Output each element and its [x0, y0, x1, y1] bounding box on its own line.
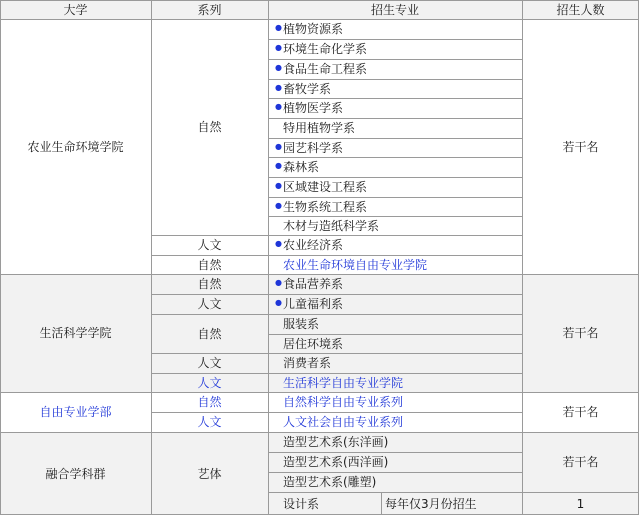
major-cell: ● 园艺科学系 — [275, 140, 343, 155]
grid-line — [268, 79, 522, 80]
grid-line — [268, 59, 522, 60]
major-cell: ● 植物资源系 — [275, 22, 343, 36]
dept-cell: 自然 — [197, 257, 222, 272]
grid-line — [0, 0, 639, 1]
major-cell: ● 食品营养系 — [275, 277, 343, 291]
grid-line — [0, 0, 1, 515]
header-count: 招生人数 — [556, 2, 605, 17]
bullet-icon: ● — [275, 43, 282, 52]
grid-line — [268, 197, 522, 198]
grid-line — [268, 472, 522, 473]
dept-cell: 自然 — [197, 120, 222, 134]
count-cell: 若干名 — [562, 405, 599, 419]
grid-line — [522, 0, 523, 515]
header-major: 招生专业 — [370, 2, 419, 17]
count-cell: 若干名 — [562, 139, 599, 154]
grid-line — [268, 452, 522, 453]
major-cell: ● 森林系 — [275, 160, 319, 174]
grid-line — [268, 177, 522, 178]
grid-line — [151, 255, 522, 256]
bullet-icon: ● — [275, 102, 282, 111]
grid-line — [151, 353, 522, 354]
major-cell: 消费者系 — [282, 356, 331, 370]
major-cell: 造型艺术系(西洋画) — [282, 455, 389, 469]
major-cell: 造型艺术系(雕塑) — [282, 475, 377, 489]
bullet-icon: ● — [275, 82, 282, 92]
major-cell: ● 区域建设工程系 — [275, 180, 367, 194]
grid-line — [151, 0, 152, 515]
major-cell: 生活科学自由专业学院 — [282, 375, 403, 390]
school-name: 农业生命环境学院 — [27, 139, 124, 154]
bullet-icon: ● — [275, 141, 282, 151]
major-cell: 农业生命环境自由专业学院 — [282, 257, 427, 272]
grid-line — [0, 432, 639, 433]
bullet-icon: ● — [275, 298, 282, 307]
bullet-icon: ● — [275, 23, 282, 32]
bullet-icon: ● — [275, 161, 282, 170]
header-university: 大学 — [63, 2, 88, 17]
header-dept: 系列 — [197, 2, 222, 17]
major-cell: ● 农业经济系 — [275, 238, 343, 252]
grid-line — [268, 0, 269, 515]
bullet-icon: ● — [275, 181, 282, 190]
dept-cell: 人文 — [197, 238, 222, 252]
major-cell: ● 畜牧学系 — [275, 81, 331, 96]
grid-line — [268, 138, 522, 139]
dept-cell: 艺体 — [197, 466, 222, 481]
dept-cell: 人文 — [197, 375, 222, 390]
bullet-icon: ● — [275, 239, 282, 248]
grid-line — [151, 314, 522, 315]
school-name: 融合学科群 — [45, 466, 106, 481]
grid-line — [268, 334, 522, 335]
grid-line — [268, 98, 522, 99]
note-cell: 每年仅3月份招生 — [385, 496, 477, 511]
school-name: 生活科学学院 — [39, 326, 112, 340]
major-cell: 人文社会自由专业系列 — [282, 415, 403, 429]
major-cell: 自然科学自由专业系列 — [282, 395, 403, 409]
major-cell: 木材与造纸科学系 — [282, 218, 379, 233]
grid-line — [268, 492, 639, 493]
count-cell: 若干名 — [562, 455, 599, 469]
grid-line — [268, 157, 522, 158]
major-cell: 特用植物学系 — [282, 121, 355, 135]
grid-line — [151, 373, 522, 374]
grid-line — [151, 235, 522, 236]
count-cell: 若干名 — [562, 326, 599, 340]
dept-cell: 自然 — [197, 326, 222, 341]
grid-line — [0, 274, 639, 275]
count-cell: 1 — [576, 496, 585, 511]
grid-line — [151, 294, 522, 295]
major-cell: 服装系 — [282, 317, 319, 331]
grid-line — [381, 492, 382, 515]
grid-line — [0, 392, 639, 393]
major-cell: 设计系 — [282, 496, 319, 511]
grid-line — [268, 39, 522, 40]
grid-line — [268, 118, 522, 119]
major-cell: 居住环境系 — [282, 336, 343, 351]
bullet-icon: ● — [275, 278, 282, 287]
grid-line — [0, 19, 639, 20]
major-cell: ● 环境生命化学系 — [275, 42, 367, 56]
school-name: 自由专业学部 — [39, 405, 112, 419]
bullet-icon: ● — [275, 200, 282, 210]
dept-cell: 人文 — [197, 415, 222, 429]
grid-line — [268, 216, 522, 217]
major-cell: 造型艺术系(东洋画) — [282, 435, 389, 449]
bullet-icon: ● — [275, 63, 282, 72]
dept-cell: 自然 — [197, 395, 222, 409]
major-cell: ● 儿童福利系 — [275, 297, 343, 311]
major-cell: ● 植物医学系 — [275, 101, 343, 115]
major-cell: ● 生物系统工程系 — [275, 199, 367, 214]
grid-line — [151, 412, 522, 413]
dept-cell: 自然 — [197, 277, 222, 291]
major-cell: ● 食品生命工程系 — [275, 62, 367, 76]
dept-cell: 人文 — [197, 356, 222, 370]
dept-cell: 人文 — [197, 297, 222, 311]
